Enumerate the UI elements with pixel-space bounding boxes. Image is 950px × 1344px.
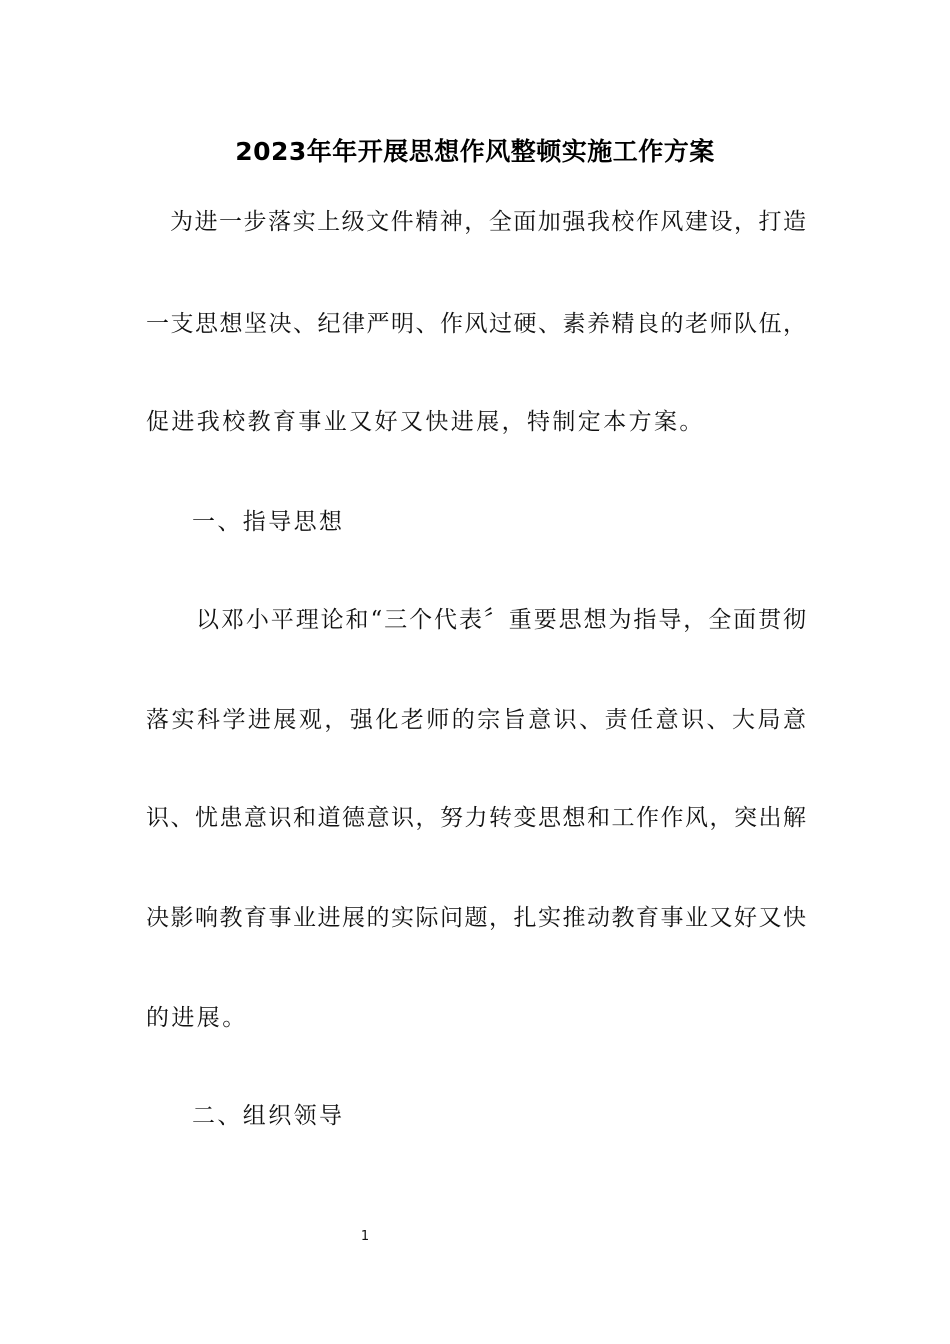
paragraph-line: 一支思想坚决、纪律严明、作风过硬、素养精良的老师队伍， xyxy=(146,311,806,337)
paragraph-line: 以邓小平理论和“三个代表〞重要思想为指导，全面贯彻 xyxy=(196,607,806,633)
paragraph-line: 为进一步落实上级文件精神，全面加强我校作风建设，打造 xyxy=(170,209,806,235)
paragraph-line: 决影响教育事业进展的实际问题，扎实推动教育事业又好又快 xyxy=(146,905,806,931)
paragraph-line: 落实科学进展观，强化老师的宗旨意识、责任意识、大局意 xyxy=(146,707,806,733)
page-number: 1 xyxy=(360,1229,370,1244)
paragraph-line: 识、忧患意识和道德意识，努力转变思想和工作作风，突出解 xyxy=(146,805,806,831)
section-heading-guiding-ideology: 一、指导思想 xyxy=(192,509,345,535)
section-heading-organization: 二、组织领导 xyxy=(192,1103,345,1129)
document-title: 2023年年开展思想作风整顿实施工作方案 xyxy=(235,137,715,166)
paragraph-line: 的进展。 xyxy=(146,1005,248,1031)
paragraph-line: 促进我校教育事业又好又快进展，特制定本方案。 xyxy=(146,409,705,435)
